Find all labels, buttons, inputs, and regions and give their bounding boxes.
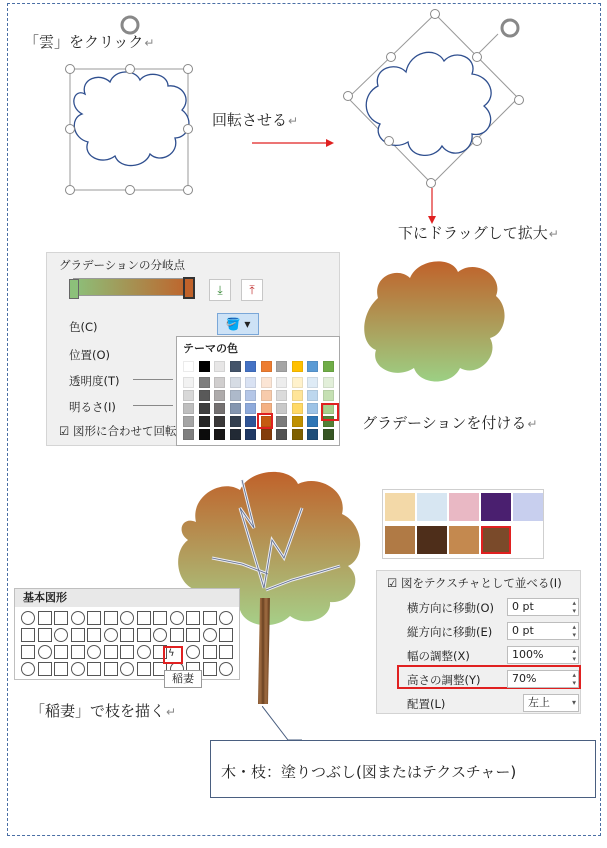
color-swatch[interactable] [183, 361, 194, 372]
color-swatch[interactable] [214, 403, 225, 414]
color-swatch[interactable] [261, 429, 272, 440]
shape-option[interactable] [104, 628, 118, 642]
resize-handle[interactable] [125, 64, 135, 74]
shape-option[interactable] [87, 611, 101, 625]
color-swatch[interactable] [214, 377, 225, 388]
color-swatch[interactable] [292, 377, 303, 388]
shapes-gallery-title: 基本図形 [15, 589, 239, 607]
shape-option[interactable] [137, 628, 151, 642]
shape-option[interactable] [38, 611, 52, 625]
shape-option[interactable] [219, 645, 233, 659]
paint-bucket-icon: 🪣 [225, 317, 241, 331]
color-swatch[interactable] [245, 416, 256, 427]
texture-tile-selected[interactable] [481, 526, 511, 554]
shape-option[interactable] [170, 611, 184, 625]
callout-pointer [262, 706, 302, 744]
color-swatch[interactable] [307, 390, 318, 401]
shape-option[interactable] [71, 662, 85, 676]
shape-option[interactable] [71, 645, 85, 659]
color-swatch[interactable] [230, 377, 241, 388]
brightness-slider[interactable] [133, 405, 173, 406]
add-stop-button[interactable] [209, 279, 231, 301]
cloud-shape-selected[interactable] [60, 14, 210, 199]
texture-options-panel [376, 570, 581, 714]
color-swatch[interactable] [245, 429, 256, 440]
color-swatch[interactable] [230, 403, 241, 414]
resize-handle[interactable] [384, 136, 394, 146]
down-arrow-icon [426, 188, 438, 224]
shape-option[interactable] [21, 628, 35, 642]
resize-handle[interactable] [430, 9, 440, 19]
color-swatch[interactable] [199, 403, 210, 414]
color-swatch[interactable] [261, 390, 272, 401]
color-swatch[interactable] [183, 416, 194, 427]
texture-tile[interactable] [449, 526, 479, 554]
shape-option[interactable] [203, 645, 217, 659]
gradient-stop-left[interactable] [69, 279, 79, 299]
rotate-with-shape-checkbox[interactable]: ☑ 図形に合わせて回転 [59, 424, 177, 438]
lightning-bolt-shape[interactable] [163, 646, 183, 664]
shape-option[interactable] [21, 645, 35, 659]
shape-option[interactable] [219, 662, 233, 676]
color-swatch[interactable] [230, 429, 241, 440]
selected-swatch-highlight [257, 413, 273, 429]
texture-tile[interactable] [449, 493, 479, 521]
caption-click-cloud: 「雲」をクリック↵ [24, 33, 155, 51]
shape-option[interactable] [87, 662, 101, 676]
lightning-bolt-icon: ϟ [168, 648, 175, 659]
shape-option[interactable] [21, 662, 35, 676]
shape-tooltip: 稲妻 [164, 670, 202, 688]
shape-option[interactable] [71, 628, 85, 642]
shape-option[interactable] [120, 628, 134, 642]
offset-y-input[interactable]: 0 pt ▴ ▾ [507, 622, 579, 640]
panel-title: グラデーションの分岐点 [59, 258, 186, 272]
shape-option[interactable] [170, 628, 184, 642]
fill-note-text: 木・枝：塗りつぶし(図またはテクスチャー) [221, 763, 517, 781]
color-swatch[interactable] [261, 361, 272, 372]
color-swatch[interactable] [183, 390, 194, 401]
color-swatch[interactable] [199, 377, 210, 388]
shape-option[interactable] [54, 628, 68, 642]
shape-option[interactable] [203, 611, 217, 625]
color-swatch[interactable] [276, 361, 287, 372]
resize-handle[interactable] [125, 185, 135, 195]
scale-y-label: 高さの調整(Y) [407, 673, 481, 687]
add-stop-icon: ⤓ [217, 283, 223, 297]
color-swatch[interactable] [261, 377, 272, 388]
alignment-select[interactable]: 左上 ▾ [523, 694, 579, 712]
color-swatch[interactable] [276, 416, 287, 427]
color-swatch[interactable] [323, 377, 334, 388]
resize-handle[interactable] [514, 95, 524, 105]
resize-handle[interactable] [183, 185, 193, 195]
offset-x-input[interactable]: 0 pt ▴ ▾ [507, 598, 579, 616]
resize-handle[interactable] [65, 64, 75, 74]
caption-rotate: 回転させる↵ [212, 111, 299, 129]
resize-handle[interactable] [65, 185, 75, 195]
color-swatch[interactable] [276, 429, 287, 440]
theme-color-palette [176, 336, 340, 446]
shape-option[interactable] [104, 611, 118, 625]
color-label: 色(C) [69, 320, 98, 334]
resize-handle[interactable] [472, 52, 482, 62]
color-swatch[interactable] [323, 429, 334, 440]
color-swatch[interactable] [245, 403, 256, 414]
fill-note-callout [210, 740, 596, 798]
color-swatch[interactable] [183, 377, 194, 388]
texture-tile[interactable] [513, 493, 543, 521]
color-swatch[interactable] [230, 390, 241, 401]
shape-option[interactable] [87, 645, 101, 659]
shape-option[interactable] [219, 611, 233, 625]
color-swatch[interactable] [307, 403, 318, 414]
resize-handle[interactable] [472, 136, 482, 146]
gradient-stop-right[interactable] [183, 277, 195, 299]
shape-option[interactable] [137, 662, 151, 676]
color-swatch[interactable] [214, 361, 225, 372]
texture-tile[interactable] [481, 493, 511, 521]
gradient-bar[interactable] [73, 278, 191, 296]
color-swatch[interactable] [245, 361, 256, 372]
shape-option[interactable] [120, 645, 134, 659]
shape-option[interactable] [71, 611, 85, 625]
color-swatch[interactable] [214, 429, 225, 440]
caption-draw-branches: 「稲妻」で枝を描く↵ [30, 702, 177, 720]
shape-option[interactable] [54, 662, 68, 676]
color-swatch[interactable] [245, 390, 256, 401]
texture-tile[interactable] [385, 526, 415, 554]
resize-handle[interactable] [183, 124, 193, 134]
target-swatch-highlight [321, 403, 339, 421]
shape-option[interactable] [54, 611, 68, 625]
shape-option[interactable] [153, 628, 167, 642]
color-swatch[interactable] [183, 403, 194, 414]
color-swatch[interactable] [199, 361, 210, 372]
alignment-label: 配置(L) [407, 697, 446, 711]
shape-option[interactable] [38, 645, 52, 659]
offset-x-label: 横方向に移動(O) [407, 601, 495, 615]
shape-option[interactable] [203, 662, 217, 676]
color-swatch[interactable] [292, 403, 303, 414]
shape-option[interactable] [203, 628, 217, 642]
shape-option[interactable] [137, 645, 151, 659]
shape-option[interactable] [186, 645, 200, 659]
color-swatch[interactable] [245, 377, 256, 388]
remove-stop-icon: ⤒ [249, 283, 255, 297]
tile-texture-checkbox[interactable]: ☑ 図をテクスチャとして並べる(I) [387, 576, 562, 590]
shape-option[interactable] [186, 628, 200, 642]
color-swatch[interactable] [292, 429, 303, 440]
color-swatch[interactable] [292, 390, 303, 401]
remove-stop-button[interactable] [241, 279, 263, 301]
caption-drag-enlarge: 下にドラッグして拡大↵ [398, 224, 559, 242]
color-swatch[interactable] [214, 390, 225, 401]
transparency-slider[interactable] [133, 379, 173, 380]
color-swatch[interactable] [214, 416, 225, 427]
scale-x-label: 幅の調整(X) [407, 649, 470, 663]
shape-option[interactable] [120, 662, 134, 676]
shape-option[interactable] [54, 645, 68, 659]
resize-handle[interactable] [183, 64, 193, 74]
shape-option[interactable] [38, 662, 52, 676]
offset-y-label: 縦方向に移動(E) [407, 625, 493, 639]
shape-option[interactable] [104, 645, 118, 659]
resize-handle[interactable] [343, 91, 353, 101]
color-swatch[interactable] [292, 361, 303, 372]
texture-gallery [382, 489, 544, 559]
right-arrow-icon [252, 136, 334, 150]
shape-option[interactable] [120, 611, 134, 625]
shape-option[interactable] [219, 628, 233, 642]
color-swatch[interactable] [199, 429, 210, 440]
color-swatch[interactable] [307, 416, 318, 427]
transparency-label: 透明度(T) [69, 374, 120, 388]
color-swatch[interactable] [307, 361, 318, 372]
basic-shapes-gallery [14, 588, 240, 680]
shape-option[interactable] [21, 611, 35, 625]
shape-option[interactable] [137, 611, 151, 625]
scale-x-input[interactable]: 100% ▴ ▾ [507, 646, 579, 664]
color-swatch[interactable] [276, 377, 287, 388]
color-swatch[interactable] [323, 390, 334, 401]
brightness-label: 明るさ(I) [69, 400, 116, 414]
gradient-cloud [358, 250, 508, 386]
resize-handle[interactable] [426, 178, 436, 188]
position-label: 位置(O) [69, 348, 111, 362]
color-swatch[interactable] [307, 377, 318, 388]
color-swatch[interactable] [199, 390, 210, 401]
texture-tile[interactable] [417, 493, 447, 521]
color-swatch[interactable] [199, 416, 210, 427]
shape-option[interactable] [87, 628, 101, 642]
color-swatch[interactable] [292, 416, 303, 427]
resize-handle[interactable] [386, 52, 396, 62]
palette-title: テーマの色 [183, 342, 238, 355]
shape-option[interactable] [186, 611, 200, 625]
caption-add-gradient: グラデーションを付ける↵ [362, 414, 538, 432]
color-picker-button[interactable]: 🪣 ▾ [217, 313, 259, 335]
cloud-shape-rotated[interactable] [338, 6, 528, 196]
color-swatch[interactable] [230, 416, 241, 427]
shape-option[interactable] [153, 611, 167, 625]
shape-option[interactable] [38, 628, 52, 642]
texture-tile[interactable] [385, 493, 415, 521]
texture-tile[interactable] [417, 526, 447, 554]
color-swatch[interactable] [183, 429, 194, 440]
color-swatch[interactable] [230, 361, 241, 372]
resize-handle[interactable] [65, 124, 75, 134]
color-swatch[interactable] [276, 403, 287, 414]
scale-y-input[interactable]: 70% ▴ ▾ [507, 670, 579, 688]
color-swatch[interactable] [323, 361, 334, 372]
color-swatch[interactable] [276, 390, 287, 401]
color-swatch[interactable] [307, 429, 318, 440]
shape-option[interactable] [104, 662, 118, 676]
